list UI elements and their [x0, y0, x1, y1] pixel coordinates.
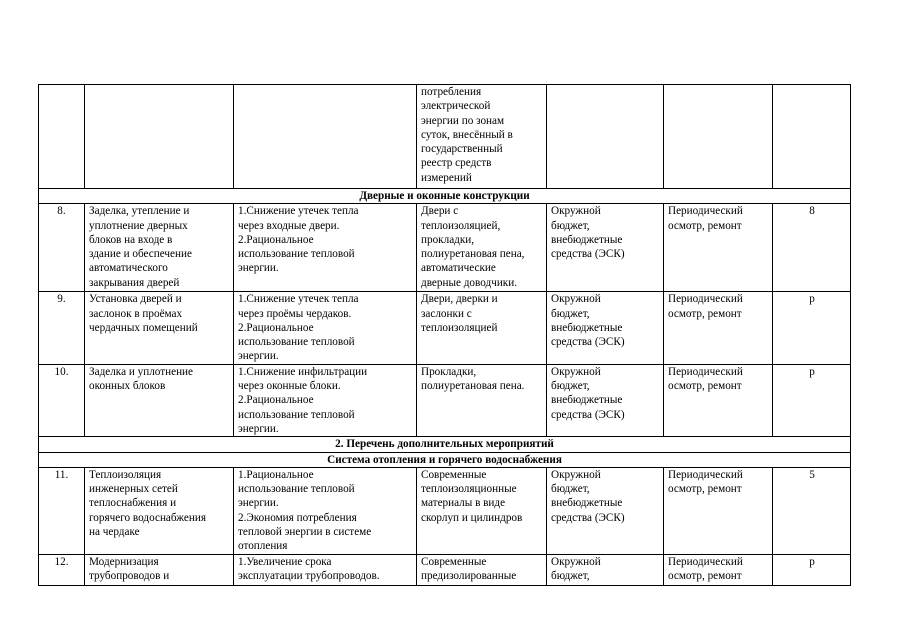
cell-line: здание и обеспечение — [89, 248, 192, 261]
cell-mark: р — [773, 292, 851, 364]
cell-line: средства (ЭСК) — [551, 248, 625, 261]
cell-goal — [234, 467, 417, 554]
cell-name — [85, 204, 234, 292]
cell-num — [39, 85, 85, 189]
cell-line: суток, внесённый в — [421, 128, 513, 141]
cell-line: 2.Рациональное — [238, 233, 314, 246]
cell-control — [664, 467, 773, 554]
cell-means — [417, 554, 547, 585]
cell-line: закрывания дверей — [89, 276, 180, 289]
cell-line: осмотр, ремонт — [668, 569, 742, 582]
cell-line: внебюджетные — [551, 497, 623, 510]
table-row — [39, 364, 851, 436]
cell-line: Периодический — [668, 365, 743, 378]
section-title: Дверные и оконные конструкции — [39, 189, 851, 204]
cell-line: скорлуп и цилиндров — [421, 511, 523, 524]
cell-line: Двери, дверки и — [421, 293, 498, 306]
cell-line: бюджет, — [551, 483, 590, 496]
cell-line: теплоизоляцией, — [421, 219, 501, 232]
cell-num: 8. — [39, 204, 85, 292]
cell-control — [664, 554, 773, 585]
cell-name — [85, 554, 234, 585]
cell-line: оконных блоков — [89, 380, 166, 393]
cell-line: измерений — [421, 171, 472, 184]
cell-goal — [234, 554, 417, 585]
cell-line: блоков на входе в — [89, 233, 173, 246]
cell-name — [85, 85, 234, 189]
cell-line: использование тепловой — [238, 408, 355, 421]
table-row — [39, 467, 851, 554]
table-row — [39, 292, 851, 364]
table-row — [39, 204, 851, 292]
cell-num: 11. — [39, 467, 85, 554]
cell-line: использование тепловой — [238, 483, 355, 496]
cell-control — [664, 292, 773, 364]
cell-line: Прокладки, — [421, 365, 477, 378]
cell-line: эксплуатации трубопроводов. — [238, 569, 380, 582]
cell-line: электрической — [421, 100, 491, 113]
cell-line: через оконные блоки. — [238, 380, 341, 393]
cell-line: использование тепловой — [238, 336, 355, 349]
cell-line: энергии по зонам — [421, 114, 505, 127]
cell-line: горячего водоснабжения — [89, 511, 206, 524]
cell-line: бюджет, — [551, 307, 590, 320]
cell-line: Окружной — [551, 468, 601, 481]
cell-name — [85, 292, 234, 364]
cell-line: заслонок в проёмах — [89, 307, 183, 320]
cell-line: Окружной — [551, 365, 601, 378]
section-header-heating — [39, 452, 851, 467]
section-header-additional — [39, 437, 851, 452]
cell-line: дверные доводчики. — [421, 276, 518, 289]
cell-num: 12. — [39, 554, 85, 585]
cell-line: 1.Снижение утечек тепла — [238, 293, 359, 306]
cell-line: бюджет, — [551, 219, 590, 232]
cell-line: Периодический — [668, 293, 743, 306]
cell-line: энергии. — [238, 350, 279, 363]
cell-line: Окружной — [551, 205, 601, 218]
cell-line: через входные двери. — [238, 219, 340, 232]
cell-line: энергии. — [238, 262, 279, 275]
cell-source — [547, 554, 664, 585]
cell-line: материалы в виде — [421, 497, 506, 510]
cell-line: теплоснабжения и — [89, 497, 177, 510]
cell-line: на чердаке — [89, 526, 140, 539]
cell-line: средства (ЭСК) — [551, 408, 625, 421]
cell-source — [547, 364, 664, 436]
cell-line: тепловой энергии в системе — [238, 526, 372, 539]
cell-line: Периодический — [668, 555, 743, 568]
cell-name — [85, 467, 234, 554]
cell-means — [417, 85, 547, 189]
cell-line: автоматического — [89, 262, 168, 275]
cell-line: внебюджетные — [551, 321, 623, 334]
cell-line: полиуретановая пена. — [421, 380, 525, 393]
cell-line: Современные — [421, 468, 487, 481]
cell-line: осмотр, ремонт — [668, 380, 742, 393]
cell-line: осмотр, ремонт — [668, 483, 742, 496]
cell-line: бюджет, — [551, 569, 590, 582]
measures-table — [38, 84, 851, 586]
cell-goal — [234, 292, 417, 364]
cell-line: внебюджетные — [551, 233, 623, 246]
cell-num: 10. — [39, 364, 85, 436]
cell-line: Заделка, утепление и — [89, 205, 190, 218]
cell-mark: р — [773, 554, 851, 585]
cell-means — [417, 292, 547, 364]
cell-source — [547, 292, 664, 364]
table-row-continued — [39, 85, 851, 189]
cell-line: трубопроводов и — [89, 569, 170, 582]
cell-line: энергии. — [238, 497, 279, 510]
cell-name — [85, 364, 234, 436]
cell-line: Заделка и уплотнение — [89, 365, 194, 378]
cell-control — [664, 85, 773, 189]
cell-line: 1.Снижение инфильтрации — [238, 365, 368, 378]
cell-control — [664, 204, 773, 292]
cell-line: государственный — [421, 143, 503, 156]
section-title: Система отопления и горячего водоснабжения — [39, 452, 851, 467]
cell-goal — [234, 364, 417, 436]
cell-line: осмотр, ремонт — [668, 307, 742, 320]
cell-line: теплоизоляционные — [421, 483, 517, 496]
cell-line: энергии. — [238, 422, 279, 435]
cell-line: средства (ЭСК) — [551, 336, 625, 349]
cell-line: 2.Рациональное — [238, 321, 314, 334]
cell-line: реестр средств — [421, 157, 492, 170]
cell-source — [547, 467, 664, 554]
cell-line: Периодический — [668, 468, 743, 481]
cell-mark — [773, 85, 851, 189]
cell-control — [664, 364, 773, 436]
cell-line: 1.Увеличение срока — [238, 555, 332, 568]
cell-line: осмотр, ремонт — [668, 219, 742, 232]
cell-line: бюджет, — [551, 380, 590, 393]
cell-line: прокладки, — [421, 233, 475, 246]
cell-means — [417, 204, 547, 292]
cell-line: заслонки с — [421, 307, 472, 320]
cell-line: Окружной — [551, 555, 601, 568]
section-title: 2. Перечень дополнительных мероприятий — [39, 437, 851, 452]
cell-line: внебюджетные — [551, 394, 623, 407]
cell-line: потребления — [421, 86, 482, 98]
cell-line: Современные — [421, 555, 487, 568]
cell-line: предизолированные — [421, 569, 517, 582]
cell-source — [547, 85, 664, 189]
cell-mark: 8 — [773, 204, 851, 292]
cell-line: теплоизоляцией — [421, 321, 498, 334]
cell-line: уплотнение дверных — [89, 219, 188, 232]
cell-means — [417, 467, 547, 554]
cell-line: 2.Экономия потребления — [238, 511, 357, 524]
cell-num: 9. — [39, 292, 85, 364]
cell-goal — [234, 204, 417, 292]
cell-line: 1.Снижение утечек тепла — [238, 205, 359, 218]
cell-line: Окружной — [551, 293, 601, 306]
cell-line: Двери с — [421, 205, 459, 218]
cell-mark: р — [773, 364, 851, 436]
cell-line: 1.Рациональное — [238, 468, 314, 481]
table-row — [39, 554, 851, 585]
cell-line: отопления — [238, 540, 288, 553]
cell-goal — [234, 85, 417, 189]
cell-line: Теплоизоляция — [89, 468, 162, 481]
cell-mark: 5 — [773, 467, 851, 554]
cell-line: полиуретановая пена, — [421, 248, 525, 261]
cell-line: Установка дверей и — [89, 293, 182, 306]
cell-means — [417, 364, 547, 436]
cell-line: автоматические — [421, 262, 496, 275]
cell-line: использование тепловой — [238, 248, 355, 261]
section-header-doors-windows — [39, 189, 851, 204]
cell-line: инженерных сетей — [89, 483, 178, 496]
cell-line: Модернизация — [89, 555, 159, 568]
cell-line: средства (ЭСК) — [551, 511, 625, 524]
cell-line: 2.Рациональное — [238, 394, 314, 407]
cell-source — [547, 204, 664, 292]
cell-line: через проёмы чердаков. — [238, 307, 352, 320]
cell-line: Периодический — [668, 205, 743, 218]
cell-line: чердачных помещений — [89, 321, 198, 334]
